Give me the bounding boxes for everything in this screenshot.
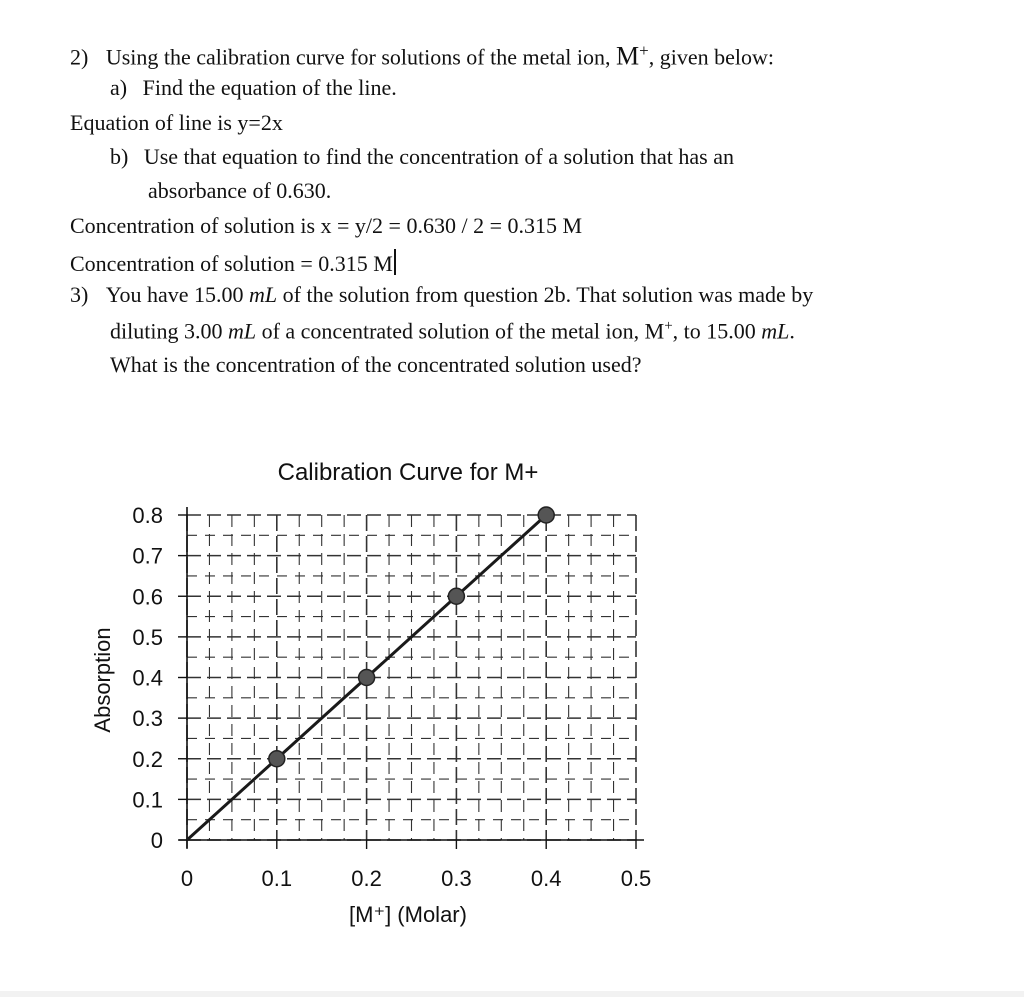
q2a-label: a) [110, 75, 128, 100]
q3-line-3: What is the concentration of the concentrated solution used? [110, 352, 642, 377]
q3-l2-ion: M [644, 318, 665, 344]
data-point [538, 507, 554, 523]
q3-line-1 [70, 284, 813, 306]
data-point [448, 588, 464, 604]
q3-l1-unit: mL [249, 282, 278, 307]
x-tick-label: 0.3 [441, 866, 472, 891]
q2b-answer-1[interactable]: Concentration of solution is x = y/2 = 0.630 / 2 = 0.315 M [70, 213, 583, 238]
q3-l2-pre: diluting 3.00 [110, 318, 228, 344]
q3-l2-mid2: , to 15.00 [672, 318, 762, 344]
y-tick-label: 0 [150, 828, 163, 853]
y-tick-label: 0.8 [132, 503, 163, 528]
data-point [359, 670, 375, 686]
y-tick-label: 0.3 [132, 706, 163, 732]
q2b-text-2: absorbance of 0.630. [148, 178, 332, 203]
q3-l2-end: . [789, 318, 795, 344]
x-tick-label: 0.4 [530, 866, 562, 891]
x-tick-label: 0.1 [261, 866, 293, 891]
q3-l2-mid: of a concentrated solution of the metal ion, [256, 318, 645, 344]
q2-prompt-pre: Using the calibration curve for solutions of the metal ion, [105, 44, 616, 70]
q2-prompt-post: , given below: [648, 44, 774, 70]
q3-number: 3) [70, 282, 89, 307]
chart-ylabel: Absorption [90, 627, 115, 733]
chart-xlabel: [M⁺] (Molar) [349, 902, 467, 927]
y-tick-label: 0.2 [132, 746, 163, 772]
q2b-text-1: Use that equation to find the concentration of a solution that has an [143, 144, 735, 169]
calibration-line [187, 515, 546, 840]
q2-ion: M [616, 41, 640, 71]
y-tick-label: 0.5 [132, 624, 163, 650]
q2-prompt [70, 42, 774, 69]
y-tick-label: 0.6 [132, 584, 163, 610]
q3-l2-ion-sup: + [664, 318, 673, 334]
q3-line-2 [110, 319, 795, 342]
q3-l1-post: of the solution from question 2b. That solution was made by [277, 282, 814, 307]
y-tick-label: 0.1 [132, 787, 163, 813]
q2a-answer[interactable]: Equation of line is y=2x [70, 110, 283, 135]
q2b-label: b) [110, 144, 129, 169]
q3-l2-unit2: mL [761, 318, 790, 344]
data-point [269, 751, 285, 767]
x-tick-label: 0.2 [351, 866, 382, 891]
x-tick-label: 0 [180, 866, 194, 891]
q2a-text: Find the equation of the line. [142, 75, 397, 100]
q2a-question [110, 77, 397, 99]
y-tick-label: 0.7 [132, 543, 163, 569]
text-cursor [394, 249, 396, 275]
x-tick-label: 0.5 [620, 866, 652, 891]
q3-l1-pre: You have 15.00 [105, 282, 250, 307]
q2b-question [110, 146, 734, 168]
q2-number: 2) [70, 44, 89, 70]
q2-ion-sup: + [639, 41, 649, 60]
q2b-answer-2-row[interactable] [70, 249, 396, 275]
bottom-edge [0, 991, 1024, 997]
chart-title: Calibration Curve for M+ [277, 459, 539, 486]
y-tick-label: 0.4 [132, 665, 163, 691]
q3-l2-unit: mL [227, 318, 257, 344]
q2b-answer-2[interactable]: Concentration of solution = 0.315 M [70, 251, 393, 276]
